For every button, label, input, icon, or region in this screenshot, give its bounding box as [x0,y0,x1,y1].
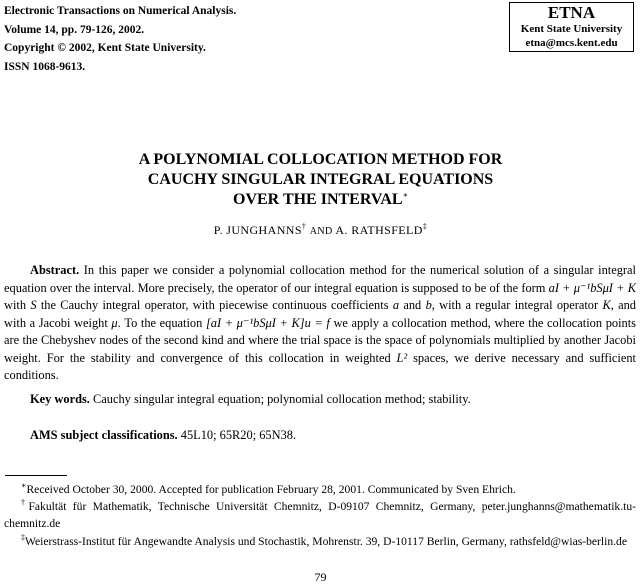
paper-title [0,150,641,210]
ams-label: AMS subject classifications. [30,428,178,442]
ams-classifications [30,428,296,443]
abstract-text: , and with a Jacobi weight [4,298,636,330]
abstract-text: spaces, we derive necessary and sufficient conditions. [4,350,636,382]
footnote-2 [4,498,636,532]
abstract-math: aI + μ⁻¹bSμI + K [548,280,636,295]
author-1-mark: † [301,222,307,231]
author-2-mark: ‡ [422,222,428,231]
title-footnote-mark: ∗ [402,190,408,200]
keywords-label: Key words. [30,392,90,406]
footnote-1 [4,481,636,498]
footnote-rule [5,475,67,476]
journal-copyright: Copyright © 2002, Kent State University. [4,42,206,54]
abstract-math: μ [111,315,118,330]
abstract-math: b [425,298,432,312]
footnotes [4,481,636,550]
abstract-math: L² [396,350,408,365]
title-line-3 [0,190,641,210]
abstract-text: . To the equation [117,315,203,330]
author-1: P. JUNGHANNS [213,223,302,237]
authors [0,223,641,238]
journal-header [4,2,236,76]
author-2: A. RATHSFELD [335,223,423,237]
abstract-text: In this paper we consider a polynomial collocation method for the numerical solution of a singular integral equation over the interval. More precisely, the operator of our integral equation is supposed to be of the form [4,263,636,295]
footnote-3-mark: ‡ [21,532,25,542]
abstract-text: the Cauchy integral operator, with piecewise continuous coefficients [40,298,389,312]
footnote-2-text: Fakultät für Mathematik, Technische Universität Chemnitz, D-09107 Chemnitz, Germany, peter.junghanns@mathematik.tu-chemnitz.de [4,500,636,531]
journal-issn: ISSN 1068-9613. [4,60,86,73]
abstract-math: a [392,298,400,312]
keywords [30,392,471,407]
footnote-3-text: Weierstrass-Institut für Angewandte Analysis und Stochastik, Mohrenstr. 39, D-10117 Berlin, Germany, rathsfeld@wias-berlin.de [25,534,627,548]
journal-volume: Volume 14, pp. 79-126, 2002. [4,23,145,36]
title-line-2: CAUCHY SINGULAR INTEGRAL EQUATIONS [147,171,494,188]
author-conjunction: AND [309,226,333,237]
abstract-text: we apply a collocation method, where the collocation points are the Chebyshev nodes of the second kind and where the trial space is the space of polynomials multiplied by another Jacobi weight. For the stability and convergence of this collocation in weighted [4,315,636,365]
abstract-text: with [4,298,27,312]
footnote-1-mark: ∗ [21,481,27,491]
etna-email: etna@mcs.kent.edu [525,37,618,49]
title-line-3-text: OVER THE INTERVAL [233,191,403,208]
abstract-math: K [602,298,611,312]
etna-box [509,2,634,52]
etna-university: Kent State University [520,23,623,35]
footnote-3 [4,533,636,550]
abstract-label: Abstract. [30,263,80,277]
page-number: 79 [314,570,327,584]
footnote-2-mark: † [21,498,29,508]
ams-text: 45L10; 65R20; 65N38. [180,428,297,442]
keywords-text: Cauchy singular integral equation; polynomial collocation method; stability. [93,392,471,406]
abstract-math: [aI + μ⁻¹bSμI + K]u = f [205,315,330,330]
footnote-1-text: Received October 30, 2000. Accepted for publication February 28, 2001. Communicated by Sven Ehrich. [26,483,516,496]
etna-title: ETNA [547,3,596,22]
abstract [4,262,636,385]
abstract-text: , with a regular integral operator [431,298,599,312]
abstract-text: and [403,298,422,312]
abstract-math: S [30,298,37,312]
title-line-1: A POLYNOMIAL COLLOCATION METHOD FOR [138,151,503,168]
journal-name: Electronic Transactions on Numerical Analysis. [4,5,237,17]
